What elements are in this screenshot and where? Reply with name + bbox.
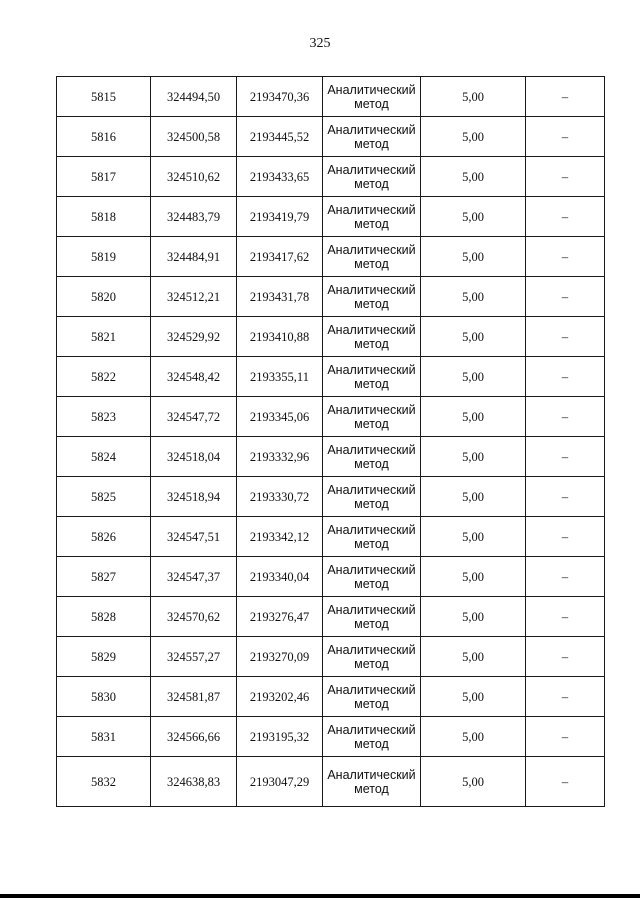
accuracy-cell: 5,00 bbox=[421, 77, 526, 117]
coordinate-y-cell: 2193345,06 bbox=[237, 397, 323, 437]
table-row bbox=[57, 397, 605, 437]
accuracy-cell: 5,00 bbox=[421, 477, 526, 517]
note-cell: – bbox=[526, 477, 605, 517]
coordinate-y-cell: 2193470,36 bbox=[237, 77, 323, 117]
point-number-cell: 5830 bbox=[57, 677, 151, 717]
accuracy-cell: 5,00 bbox=[421, 677, 526, 717]
point-number-cell: 5815 bbox=[57, 77, 151, 117]
coordinate-x-cell: 324483,79 bbox=[151, 197, 237, 237]
coordinate-y-cell: 2193270,09 bbox=[237, 637, 323, 677]
coordinate-y-cell: 2193342,12 bbox=[237, 517, 323, 557]
coordinate-x-cell: 324494,50 bbox=[151, 77, 237, 117]
table-row bbox=[57, 317, 605, 357]
table-row bbox=[57, 117, 605, 157]
coordinate-x-cell: 324548,42 bbox=[151, 357, 237, 397]
method-cell: Аналитический метод bbox=[323, 397, 421, 437]
point-number-cell: 5816 bbox=[57, 117, 151, 157]
note-cell: – bbox=[526, 317, 605, 357]
method-cell: Аналитический метод bbox=[323, 317, 421, 357]
accuracy-cell: 5,00 bbox=[421, 757, 526, 807]
note-cell: – bbox=[526, 117, 605, 157]
coordinate-y-cell: 2193276,47 bbox=[237, 597, 323, 637]
table-row bbox=[57, 717, 605, 757]
page-number: 325 bbox=[309, 36, 331, 51]
note-cell: – bbox=[526, 157, 605, 197]
method-cell: Аналитический метод bbox=[323, 157, 421, 197]
accuracy-cell: 5,00 bbox=[421, 317, 526, 357]
coordinate-y-cell: 2193355,11 bbox=[237, 357, 323, 397]
method-cell: Аналитический метод bbox=[323, 557, 421, 597]
note-cell: – bbox=[526, 677, 605, 717]
point-number-cell: 5819 bbox=[57, 237, 151, 277]
coordinate-y-cell: 2193332,96 bbox=[237, 437, 323, 477]
coordinate-x-cell: 324581,87 bbox=[151, 677, 237, 717]
note-cell: – bbox=[526, 757, 605, 807]
table-row bbox=[57, 357, 605, 397]
coordinate-x-cell: 324500,58 bbox=[151, 117, 237, 157]
method-cell: Аналитический метод bbox=[323, 517, 421, 557]
note-cell: – bbox=[526, 437, 605, 477]
accuracy-cell: 5,00 bbox=[421, 717, 526, 757]
method-cell: Аналитический метод bbox=[323, 77, 421, 117]
coordinate-x-cell: 324518,04 bbox=[151, 437, 237, 477]
coordinate-y-cell: 2193340,04 bbox=[237, 557, 323, 597]
note-cell: – bbox=[526, 397, 605, 437]
coordinate-y-cell: 2193410,88 bbox=[237, 317, 323, 357]
coordinate-y-cell: 2193433,65 bbox=[237, 157, 323, 197]
accuracy-cell: 5,00 bbox=[421, 597, 526, 637]
point-number-cell: 5825 bbox=[57, 477, 151, 517]
coordinate-y-cell: 2193330,72 bbox=[237, 477, 323, 517]
point-number-cell: 5828 bbox=[57, 597, 151, 637]
coordinate-x-cell: 324510,62 bbox=[151, 157, 237, 197]
coordinate-x-cell: 324484,91 bbox=[151, 237, 237, 277]
table-row bbox=[57, 197, 605, 237]
accuracy-cell: 5,00 bbox=[421, 237, 526, 277]
table-row bbox=[57, 77, 605, 117]
coordinate-x-cell: 324566,66 bbox=[151, 717, 237, 757]
method-cell: Аналитический метод bbox=[323, 357, 421, 397]
table-row bbox=[57, 757, 605, 807]
table-row bbox=[57, 477, 605, 517]
point-number-cell: 5823 bbox=[57, 397, 151, 437]
table-row bbox=[57, 517, 605, 557]
note-cell: – bbox=[526, 717, 605, 757]
method-cell: Аналитический метод bbox=[323, 437, 421, 477]
point-number-cell: 5821 bbox=[57, 317, 151, 357]
method-cell: Аналитический метод bbox=[323, 597, 421, 637]
coordinate-x-cell: 324547,72 bbox=[151, 397, 237, 437]
accuracy-cell: 5,00 bbox=[421, 357, 526, 397]
point-number-cell: 5831 bbox=[57, 717, 151, 757]
point-number-cell: 5822 bbox=[57, 357, 151, 397]
note-cell: – bbox=[526, 517, 605, 557]
point-number-cell: 5826 bbox=[57, 517, 151, 557]
scan-edge bbox=[0, 894, 640, 898]
method-cell: Аналитический метод bbox=[323, 637, 421, 677]
table-row bbox=[57, 437, 605, 477]
point-number-cell: 5818 bbox=[57, 197, 151, 237]
coordinate-x-cell: 324547,51 bbox=[151, 517, 237, 557]
point-number-cell: 5817 bbox=[57, 157, 151, 197]
method-cell: Аналитический метод bbox=[323, 677, 421, 717]
table-row bbox=[57, 557, 605, 597]
note-cell: – bbox=[526, 357, 605, 397]
table-row bbox=[57, 637, 605, 677]
coordinate-x-cell: 324557,27 bbox=[151, 637, 237, 677]
table-body bbox=[57, 77, 605, 807]
table-row bbox=[57, 157, 605, 197]
method-cell: Аналитический метод bbox=[323, 197, 421, 237]
accuracy-cell: 5,00 bbox=[421, 557, 526, 597]
coordinate-x-cell: 324512,21 bbox=[151, 277, 237, 317]
coordinate-x-cell: 324570,62 bbox=[151, 597, 237, 637]
note-cell: – bbox=[526, 237, 605, 277]
coordinate-y-cell: 2193445,52 bbox=[237, 117, 323, 157]
accuracy-cell: 5,00 bbox=[421, 117, 526, 157]
method-cell: Аналитический метод bbox=[323, 237, 421, 277]
accuracy-cell: 5,00 bbox=[421, 397, 526, 437]
point-number-cell: 5820 bbox=[57, 277, 151, 317]
coordinate-x-cell: 324638,83 bbox=[151, 757, 237, 807]
coordinate-y-cell: 2193431,78 bbox=[237, 277, 323, 317]
accuracy-cell: 5,00 bbox=[421, 277, 526, 317]
method-cell: Аналитический метод bbox=[323, 477, 421, 517]
coordinate-y-cell: 2193417,62 bbox=[237, 237, 323, 277]
coordinate-y-cell: 2193195,32 bbox=[237, 717, 323, 757]
accuracy-cell: 5,00 bbox=[421, 517, 526, 557]
point-number-cell: 5829 bbox=[57, 637, 151, 677]
note-cell: – bbox=[526, 557, 605, 597]
coordinate-y-cell: 2193202,46 bbox=[237, 677, 323, 717]
method-cell: Аналитический метод bbox=[323, 117, 421, 157]
point-number-cell: 5824 bbox=[57, 437, 151, 477]
table-row bbox=[57, 597, 605, 637]
table-row bbox=[57, 237, 605, 277]
accuracy-cell: 5,00 bbox=[421, 437, 526, 477]
accuracy-cell: 5,00 bbox=[421, 197, 526, 237]
note-cell: – bbox=[526, 197, 605, 237]
note-cell: – bbox=[526, 597, 605, 637]
point-number-cell: 5827 bbox=[57, 557, 151, 597]
note-cell: – bbox=[526, 277, 605, 317]
table-row bbox=[57, 677, 605, 717]
point-number-cell: 5832 bbox=[57, 757, 151, 807]
table-row bbox=[57, 277, 605, 317]
method-cell: Аналитический метод bbox=[323, 277, 421, 317]
coordinate-x-cell: 324529,92 bbox=[151, 317, 237, 357]
method-cell: Аналитический метод bbox=[323, 757, 421, 807]
note-cell: – bbox=[526, 637, 605, 677]
accuracy-cell: 5,00 bbox=[421, 637, 526, 677]
accuracy-cell: 5,00 bbox=[421, 157, 526, 197]
coordinates-table bbox=[56, 76, 605, 807]
coordinate-y-cell: 2193419,79 bbox=[237, 197, 323, 237]
method-cell: Аналитический метод bbox=[323, 717, 421, 757]
note-cell: – bbox=[526, 77, 605, 117]
coordinate-x-cell: 324547,37 bbox=[151, 557, 237, 597]
coordinate-x-cell: 324518,94 bbox=[151, 477, 237, 517]
coordinate-y-cell: 2193047,29 bbox=[237, 757, 323, 807]
